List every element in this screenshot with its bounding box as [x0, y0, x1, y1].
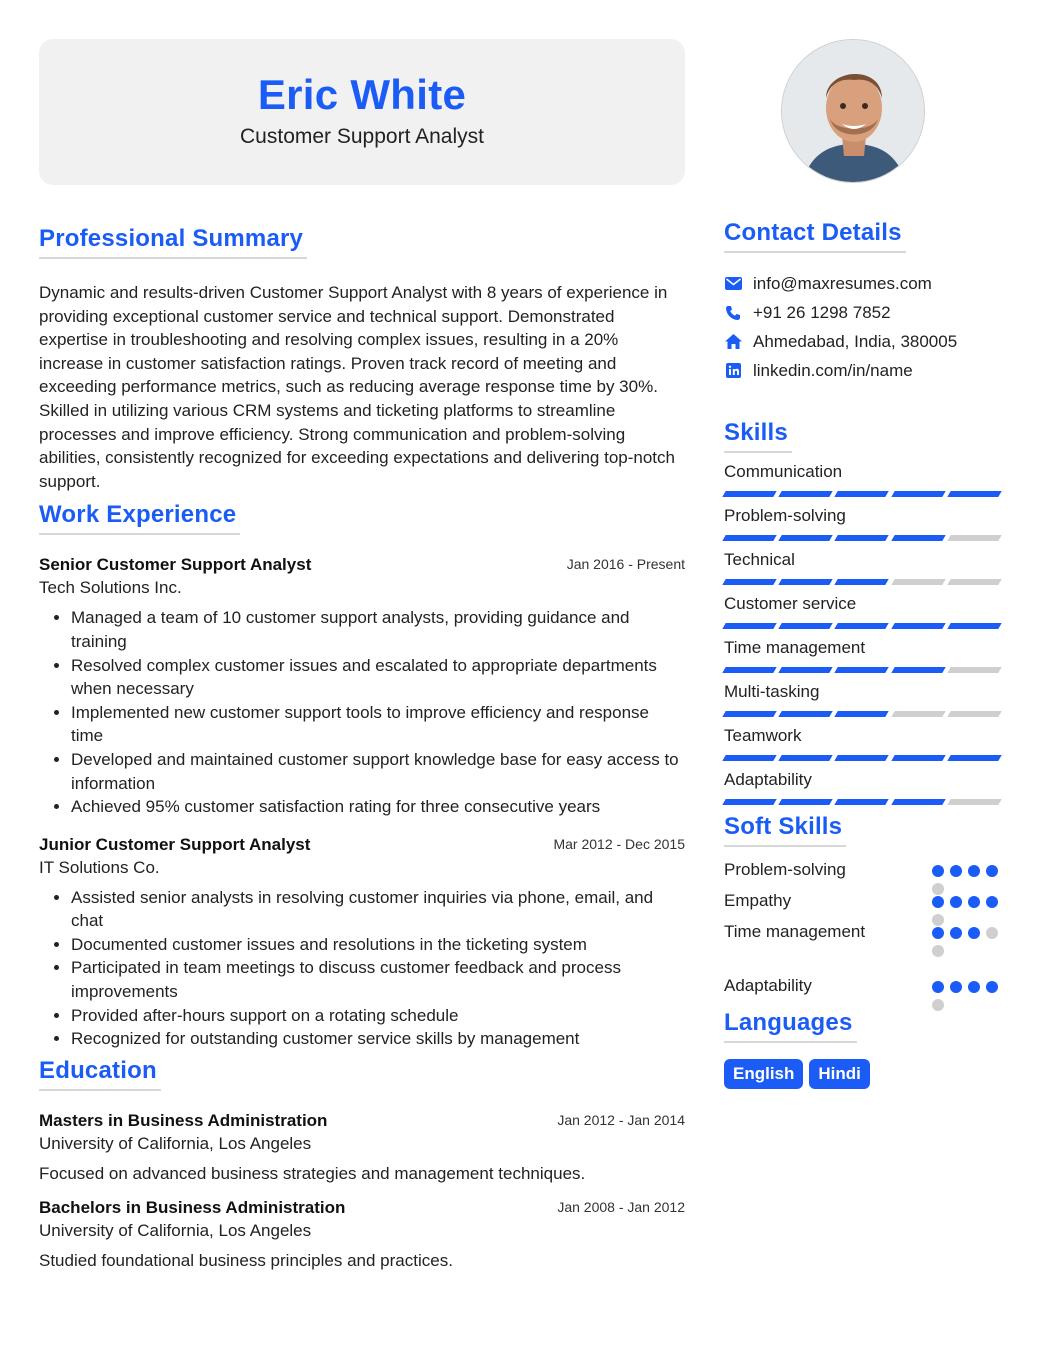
job-company: IT Solutions Co.: [39, 857, 160, 877]
skill-segment-filled: [891, 535, 946, 541]
skill-segment-filled: [835, 799, 890, 805]
skill-segment-filled: [891, 491, 946, 497]
skill-item: [724, 725, 1004, 761]
skill-segment-filled: [835, 623, 890, 629]
rating-dot-filled: [986, 981, 998, 993]
skill-segment-filled: [891, 623, 946, 629]
skill-item: [724, 593, 1004, 629]
skill-segment-filled: [778, 755, 833, 761]
rating-dot-filled: [968, 896, 980, 908]
section-title-summary: Professional Summary: [39, 225, 307, 259]
language-badge: Hindi: [809, 1059, 870, 1089]
contact-email[interactable]: [724, 269, 1004, 298]
skill-segment-filled: [835, 579, 890, 585]
skill-segment-empty: [947, 579, 1002, 585]
home-icon: [724, 333, 742, 351]
contact-address-text: Ahmedabad, India, 380005: [753, 331, 958, 351]
job-bullet: • Documented customer issues and resolutions in the ticketing system: [71, 933, 685, 957]
profile-photo: [781, 39, 925, 183]
skill-segment-filled: [722, 799, 777, 805]
rating-dot-filled: [986, 896, 998, 908]
rating-dot-empty: [932, 945, 944, 957]
skill-segment-filled: [778, 579, 833, 585]
skill-segment-empty: [947, 799, 1002, 805]
skill-item: [724, 769, 1004, 805]
skill-segment-filled: [722, 711, 777, 717]
education-degree: Masters in Business Administration: [39, 1110, 328, 1130]
job-bullet: • Managed a team of 10 customer support analysts, providing guidance and training: [71, 606, 685, 653]
skill-segment-filled: [835, 535, 890, 541]
skill-name: Problem-solving: [724, 506, 846, 525]
soft-skill-rating: [932, 975, 1004, 1011]
skill-name: Teamwork: [724, 726, 802, 745]
skill-item: [724, 505, 1004, 541]
soft-skills-list: [724, 859, 1004, 1009]
soft-skill-name: Time management: [724, 922, 866, 941]
skills-list: [724, 461, 1004, 805]
rating-dot-filled: [950, 981, 962, 993]
contact-phone[interactable]: [724, 298, 1004, 327]
skill-item: [724, 461, 1004, 497]
section-title-skills: Skills: [724, 419, 792, 453]
skill-meter: [724, 623, 1000, 629]
education-date: Jan 2008 - Jan 2012: [557, 1198, 685, 1215]
skill-segment-filled: [947, 623, 1002, 629]
skill-segment-filled: [778, 711, 833, 717]
rating-dot-filled: [932, 865, 944, 877]
skill-segment-filled: [835, 491, 890, 497]
phone-icon: [724, 304, 742, 322]
education-entry: [39, 1111, 685, 1184]
rating-dot-filled: [950, 896, 962, 908]
skill-segment-filled: [778, 491, 833, 497]
skill-segment-filled: [778, 535, 833, 541]
main-column: [39, 39, 685, 1271]
education-date: Jan 2012 - Jan 2014: [557, 1111, 685, 1128]
rating-dot-filled: [950, 865, 962, 877]
sidebar-column: [724, 39, 1004, 1089]
soft-skill-name: Problem-solving: [724, 860, 846, 879]
education-degree: Bachelors in Business Administration: [39, 1197, 346, 1217]
soft-skill-item: [724, 975, 1004, 1009]
rating-dot-filled: [950, 927, 962, 939]
job-title: Senior Customer Support Analyst: [39, 555, 312, 575]
skill-name: Technical: [724, 550, 795, 569]
rating-dot-empty: [986, 927, 998, 939]
job-date: Mar 2012 - Dec 2015: [553, 835, 685, 852]
soft-skill-item: [724, 921, 1004, 975]
skill-meter: [724, 667, 1000, 673]
education-entry: [39, 1198, 685, 1271]
soft-skill-name: Empathy: [724, 891, 792, 910]
header: [39, 39, 685, 185]
job-bullet: • Participated in team meetings to discuss customer feedback and process improvements: [71, 956, 685, 1003]
skill-segment-filled: [722, 667, 777, 673]
skill-segment-empty: [947, 667, 1002, 673]
rating-dot-filled: [968, 981, 980, 993]
skill-segment-filled: [891, 755, 946, 761]
skill-item: [724, 549, 1004, 585]
rating-dot-filled: [932, 927, 944, 939]
skill-segment-filled: [722, 535, 777, 541]
skill-segment-empty: [891, 711, 946, 717]
job-bullet: • Implemented new customer support tools to improve efficiency and response time: [71, 701, 685, 748]
contact-list: [724, 269, 1004, 385]
rating-dot-filled: [932, 896, 944, 908]
contact-address: [724, 327, 1004, 356]
skill-meter: [724, 491, 1000, 497]
job-bullets: [39, 886, 685, 1051]
skill-name: Multi-tasking: [724, 682, 820, 701]
skill-name: Adaptability: [724, 770, 812, 789]
skill-segment-empty: [891, 579, 946, 585]
job-bullet: • Recognized for outstanding customer service skills by management: [71, 1027, 685, 1051]
skill-segment-filled: [778, 799, 833, 805]
envelope-icon: [724, 275, 742, 293]
job-bullet: • Achieved 95% customer satisfaction rating for three consecutive years: [71, 795, 685, 819]
skill-segment-empty: [947, 535, 1002, 541]
job-bullet: • Resolved complex customer issues and escalated to appropriate departments when necessary: [71, 654, 685, 701]
education-school: University of California, Los Angeles: [39, 1133, 312, 1153]
job-bullets: [39, 606, 685, 818]
skill-segment-filled: [722, 755, 777, 761]
skill-segment-empty: [947, 711, 1002, 717]
language-badge: English: [724, 1059, 803, 1089]
avatar-illustration: [782, 40, 925, 183]
job-title: Junior Customer Support Analyst: [39, 834, 311, 854]
skill-meter: [724, 799, 1000, 805]
skill-item: [724, 681, 1004, 717]
skill-name: Customer service: [724, 594, 857, 613]
skill-segment-filled: [835, 711, 890, 717]
job-bullet: • Developed and maintained customer support knowledge base for easy access to information: [71, 748, 685, 795]
skill-segment-filled: [891, 667, 946, 673]
skill-segment-filled: [722, 623, 777, 629]
skill-segment-filled: [778, 667, 833, 673]
section-title-languages: Languages: [724, 1009, 857, 1043]
education-description: Focused on advanced business strategies and management techniques.: [39, 1163, 586, 1183]
soft-skill-item: [724, 890, 1004, 921]
contact-email-text: info@maxresumes.com: [753, 273, 932, 293]
section-title-soft-skills: Soft Skills: [724, 813, 846, 847]
skill-meter: [724, 579, 1000, 585]
linkedin-icon: [724, 362, 742, 380]
education-school: University of California, Los Angeles: [39, 1220, 312, 1240]
soft-skill-rating: [932, 921, 1004, 957]
rating-dot-filled: [968, 927, 980, 939]
contact-linkedin[interactable]: [724, 356, 1004, 385]
languages-list: [724, 1059, 1004, 1089]
candidate-title: Customer Support Analyst: [240, 125, 484, 148]
contact-linkedin-text: linkedin.com/in/name: [753, 360, 913, 380]
summary-text: Dynamic and results-driven Customer Support Analyst with 8 years of experience in providing exceptional customer service and technical support. Demonstrated expertise in troubleshooting and resolving complex issues, resulting in a 20% increase in customer satisfaction ratings. Proven track record of meeting and exceeding performance metrics, such as reducing average response time by 30%. Skilled in utilizing various CRM systems and ticketing platforms to streamline processes and improve efficiency. Strong communication and problem-solving abilities, consistently recognized for exceeding expectations and delivering top-notch support.: [39, 283, 675, 491]
skill-segment-filled: [835, 755, 890, 761]
skill-meter: [724, 755, 1000, 761]
skill-segment-filled: [947, 755, 1002, 761]
rating-dot-empty: [932, 999, 944, 1011]
contact-phone-text: +91 26 1298 7852: [753, 302, 891, 322]
rating-dot-filled: [932, 981, 944, 993]
skill-segment-filled: [722, 579, 777, 585]
rating-dot-filled: [968, 865, 980, 877]
job-bullet: • Assisted senior analysts in resolving customer inquiries via phone, email, and chat: [71, 886, 685, 933]
skill-name: Time management: [724, 638, 866, 657]
job-bullet: • Provided after-hours support on a rotating schedule: [71, 1004, 685, 1028]
skill-segment-filled: [722, 491, 777, 497]
section-title-contact: Contact Details: [724, 219, 906, 253]
skill-segment-filled: [778, 623, 833, 629]
section-title-education: Education: [39, 1057, 161, 1091]
soft-skill-name: Adaptability: [724, 976, 812, 995]
skill-segment-filled: [947, 491, 1002, 497]
soft-skill-item: [724, 859, 1004, 890]
skill-name: Communication: [724, 462, 843, 481]
rating-dot-filled: [986, 865, 998, 877]
education-description: Studied foundational business principles and practices.: [39, 1250, 453, 1270]
skill-segment-filled: [891, 799, 946, 805]
job-date: Jan 2016 - Present: [566, 556, 685, 573]
skill-segment-filled: [835, 667, 890, 673]
candidate-name: Eric White: [257, 71, 467, 118]
job-company: Tech Solutions Inc.: [39, 578, 182, 598]
skill-meter: [724, 535, 1000, 541]
job-entry: [39, 835, 685, 1051]
skill-meter: [724, 711, 1000, 717]
section-title-experience: Work Experience: [39, 501, 240, 535]
skill-item: [724, 637, 1004, 673]
job-entry: [39, 555, 685, 818]
